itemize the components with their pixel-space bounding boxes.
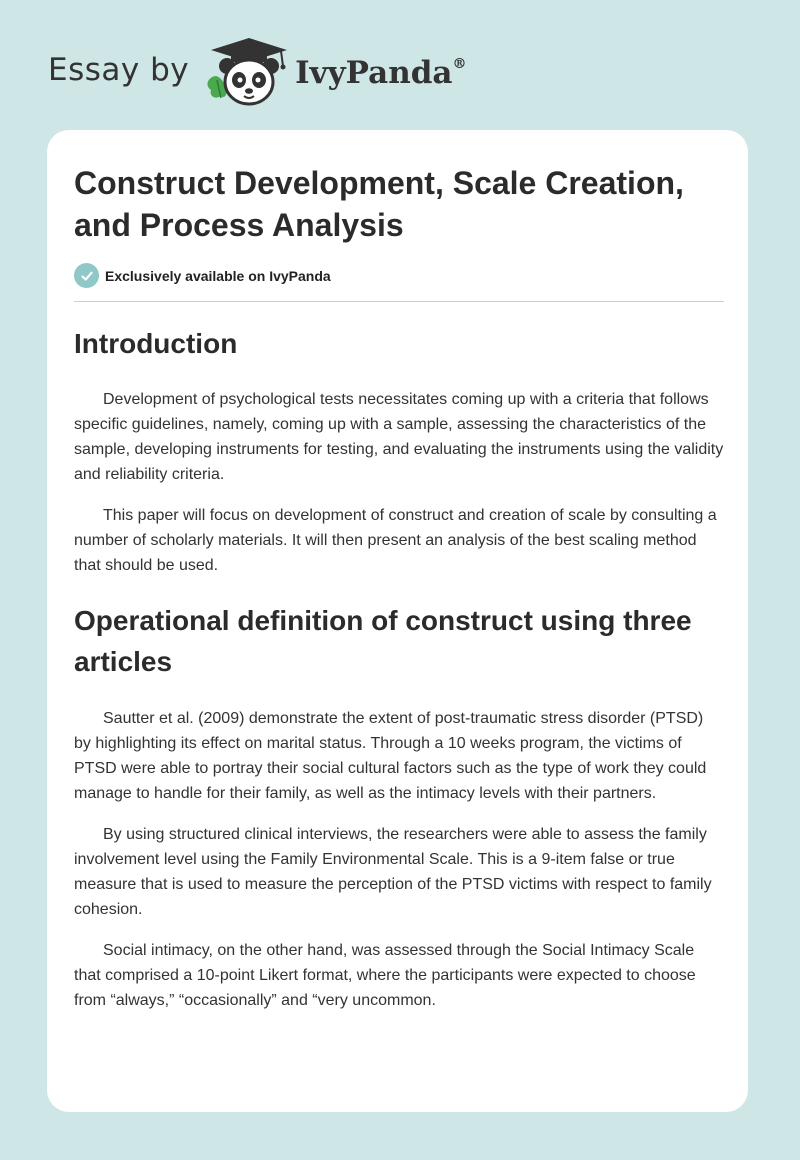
paragraph: Social intimacy, on the other hand, was assessed through the Social Intimacy Scale that comprised a 10-point Likert format, where the participants were expected to choose from “always,” “occasionally” and “very uncommon. <box>74 942 696 1009</box>
paragraph: Development of psychological tests necessitates coming up with a criteria that follows specific guidelines, namely, coming up with a sample, assessing the characteristics of the sample, developing instruments for testing, and evaluating the instruments using the validity and reliability criteria. <box>74 391 724 483</box>
paragraph: Sautter et al. (2009) demonstrate the extent of post-traumatic stress disorder (PTSD) by highlighting its effect on marital status. Through a 10 weeks program, the victims of PTSD were able to portray their social cultural factors such as the type of work they could manage to handle for their family, as well as the intimacy levels with their partners. <box>74 710 707 802</box>
section-heading-operational-definition: Operational definition of construct using three articles <box>74 605 692 677</box>
essay-by-label: Essay by <box>48 52 190 88</box>
brand-label: IvyPanda <box>295 55 453 91</box>
brand-name[interactable] <box>295 55 466 91</box>
essay-card <box>47 130 748 1112</box>
section-heading-introduction: Introduction <box>74 328 238 359</box>
exclusive-badge <box>74 263 724 302</box>
paragraph: By using structured clinical interviews, the researchers were able to assess the family involvement level using the Family Environmental Scale. This is a 9-item false or true measure that is used to measure the perception of the PTSD victims with respect to family cohesion. <box>74 826 712 918</box>
essay-content <box>74 162 724 1013</box>
registered-mark: ® <box>452 55 467 72</box>
exclusive-badge-label: Exclusively available on IvyPanda <box>105 267 331 284</box>
check-icon <box>74 263 99 288</box>
site-header <box>48 36 467 108</box>
paragraph: This paper will focus on development of construct and creation of scale by consulting a number of scholarly materials. It will then present an analysis of the best scaling method that should be used. <box>74 507 717 574</box>
ivypanda-logo-icon[interactable] <box>201 36 297 108</box>
page-title: Construct Development, Scale Creation, and Process Analysis <box>74 165 684 243</box>
